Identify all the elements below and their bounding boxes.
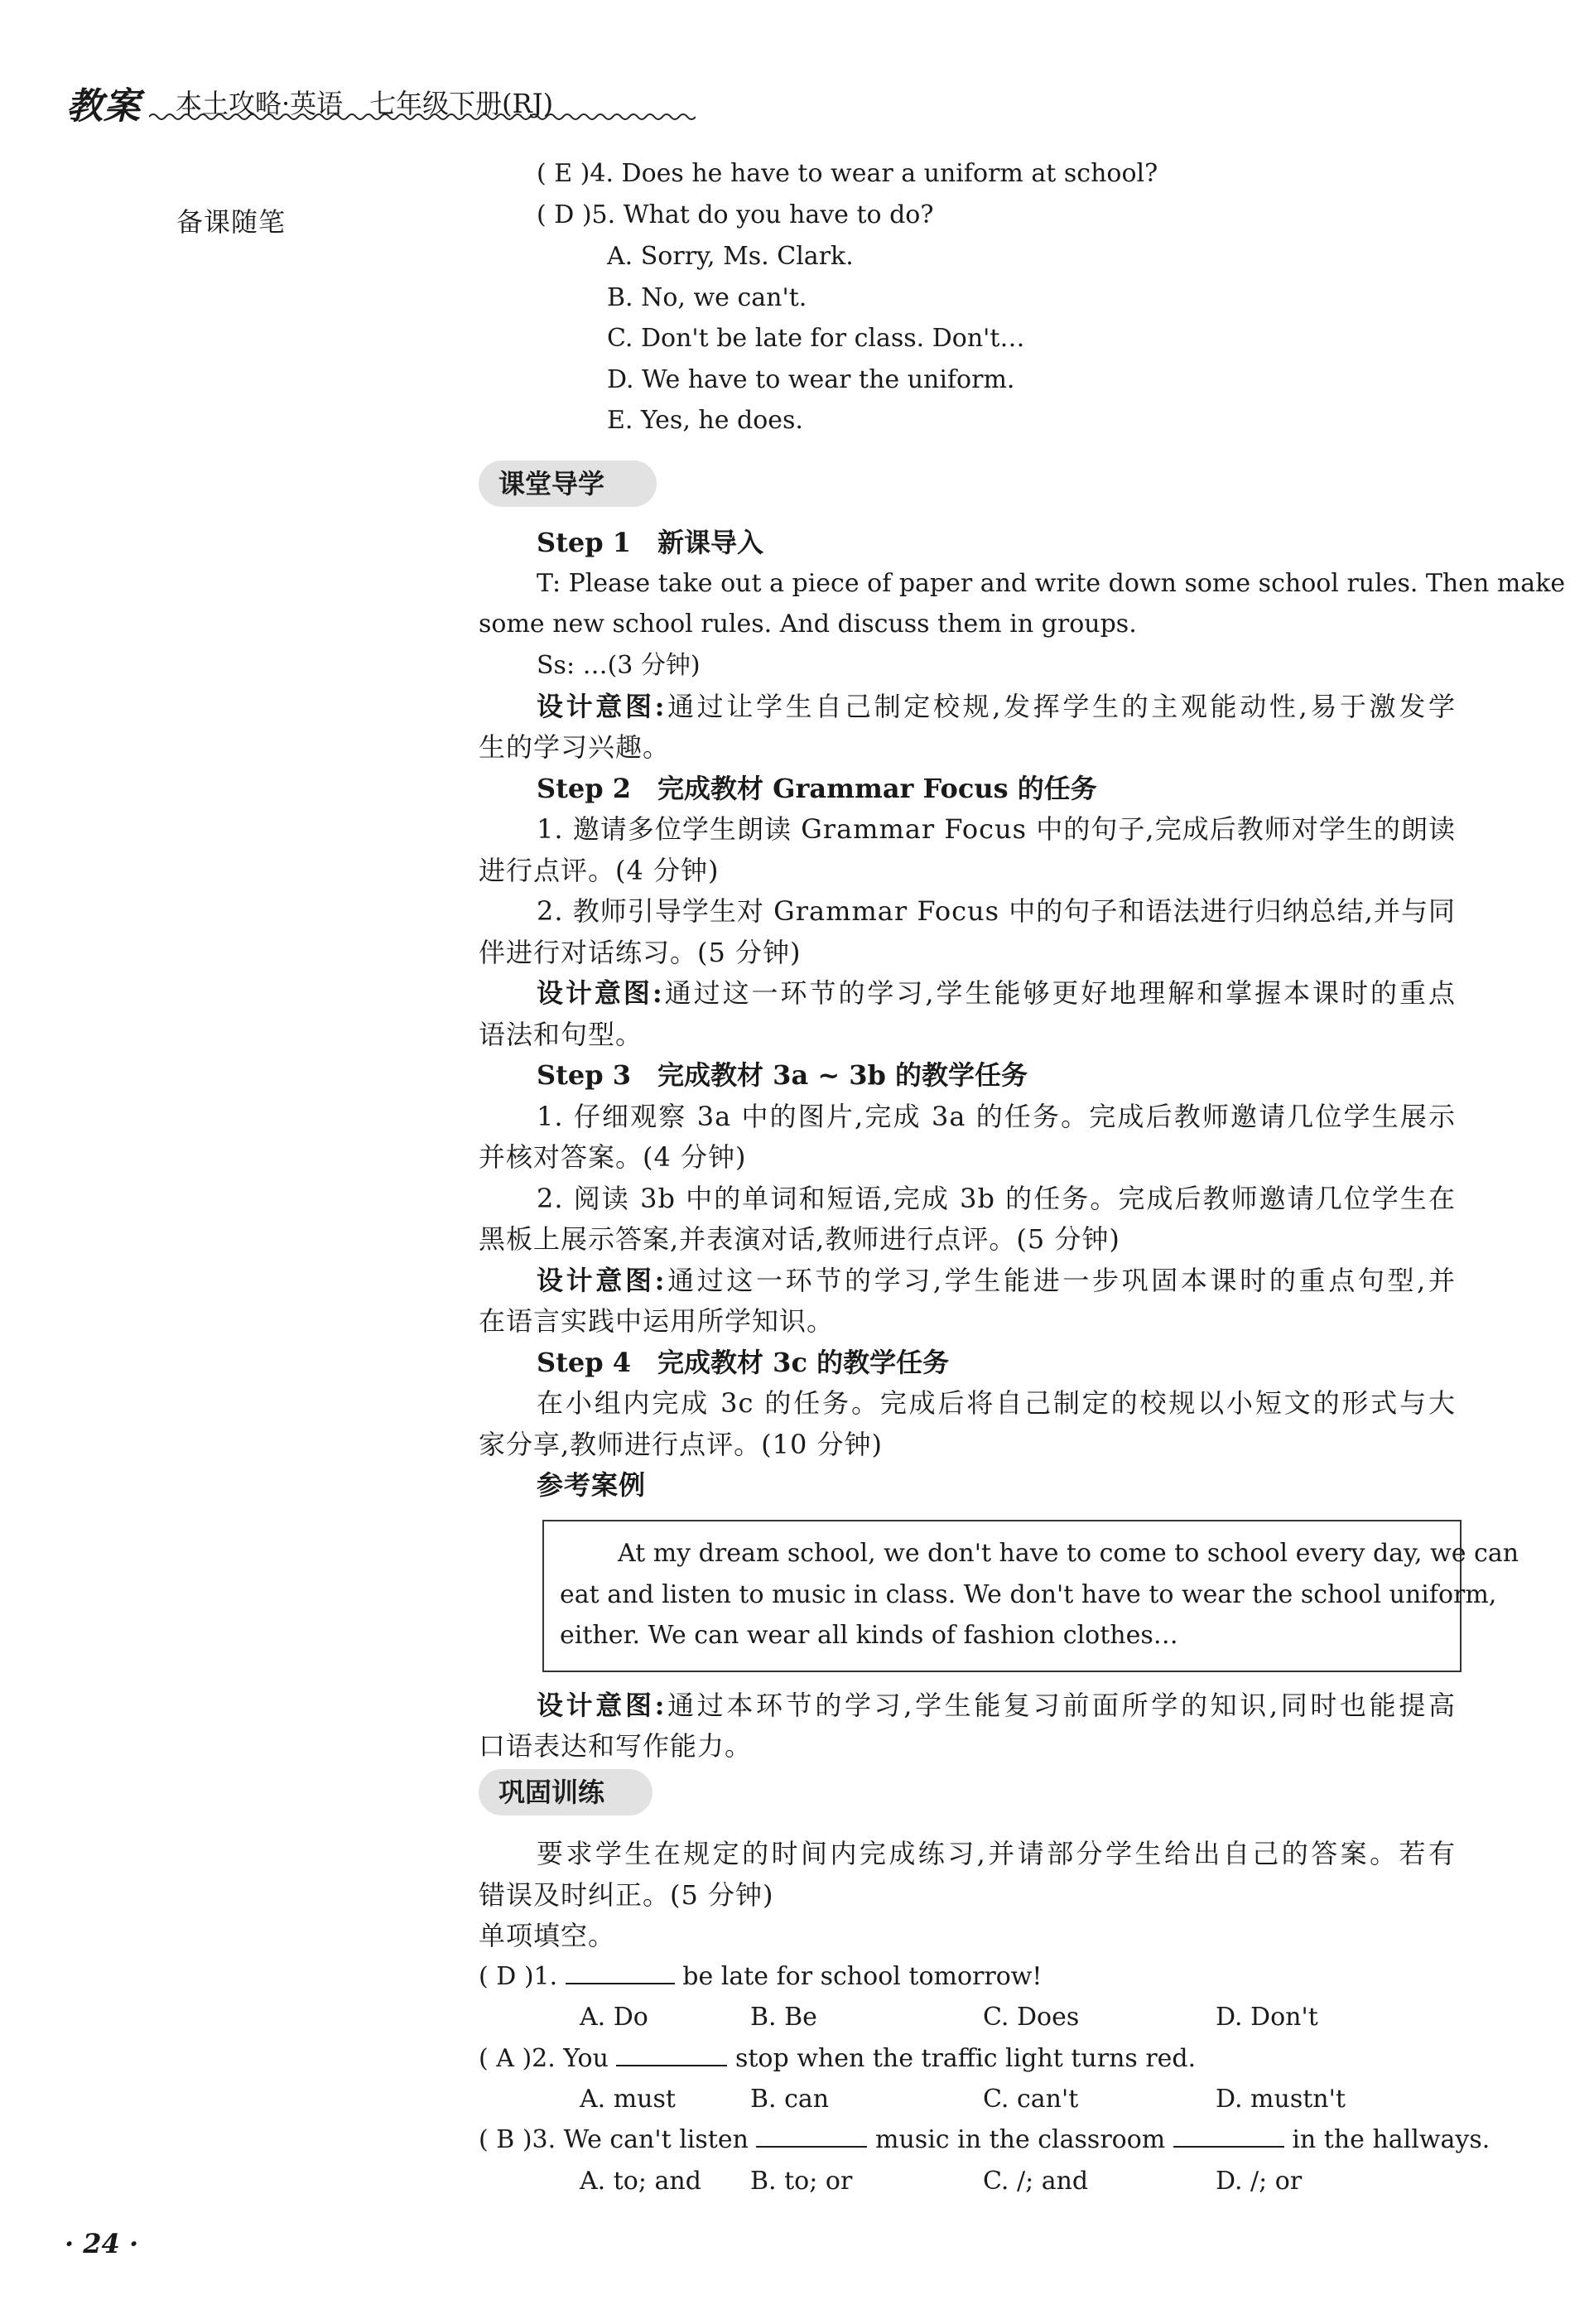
step1-title: Step 1 新课导入 bbox=[537, 527, 764, 558]
intent-label: 设计意图: bbox=[537, 1265, 666, 1296]
step3-title: Step 3 完成教材 3a ~ 3b 的教学任务 bbox=[537, 1059, 1028, 1091]
practice-sub: 单项填空。 bbox=[479, 1920, 616, 1951]
sidebar-note: 备课随笔 bbox=[176, 206, 287, 238]
reference-line2: eat and listen to music in class. We don't have to wear the school uniform, bbox=[560, 1580, 1497, 1609]
quiz-q3-rest: in the hallways. bbox=[1292, 2125, 1490, 2154]
practice-line2: 错误及时纠正。(5 分钟) bbox=[479, 1879, 774, 1911]
practice-line1: 要求学生在规定的时间内完成练习,并请部分学生给出自己的答案。若有 bbox=[537, 1838, 1456, 1869]
step4-title: Step 4 完成教材 3c 的教学任务 bbox=[537, 1347, 950, 1378]
quiz-q2 bbox=[479, 2042, 1196, 2076]
option-c: C. Don't be late for class. Don't… bbox=[607, 324, 1025, 353]
option-b: B. No, we can't. bbox=[607, 283, 807, 312]
step2-intent-line2: 语法和句型。 bbox=[479, 1019, 643, 1050]
quiz-q1-option-a: A. Do bbox=[580, 2003, 648, 2032]
step3-p1-line2: 并核对答案。(4 分钟) bbox=[479, 1141, 747, 1173]
intent-label: 设计意图: bbox=[537, 691, 666, 722]
exercise-q5: ( D )5. What do you have to do? bbox=[537, 200, 934, 229]
step2-title: Step 2 完成教材 Grammar Focus 的任务 bbox=[537, 773, 1097, 804]
step4-p1-line1: 在小组内完成 3c 的任务。完成后将自己制定的校规以小短文的形式与大 bbox=[537, 1387, 1456, 1419]
step1-students: Ss: …(3 分钟) bbox=[537, 651, 701, 680]
intent-text: 通过让学生自己制定校规,发挥学生的主观能动性,易于激发学 bbox=[665, 691, 1456, 722]
brand-logo: 教案 bbox=[66, 85, 141, 128]
quiz-q1 bbox=[479, 1960, 1043, 1994]
page-number: · 24 · bbox=[65, 2228, 139, 2259]
answer-blank bbox=[756, 2124, 867, 2148]
quiz-q3-option-b: B. to; or bbox=[750, 2167, 853, 2196]
quiz-q3-option-a: A. to; and bbox=[580, 2167, 701, 2196]
step3-intent-line2: 在语言实践中运用所学知识。 bbox=[479, 1305, 835, 1337]
reference-line3: either. We can wear all kinds of fashion clothes… bbox=[560, 1621, 1178, 1650]
quiz-q3-prefix: ( B )3. We can't listen bbox=[479, 2125, 749, 2154]
exercise-q4: ( E )4. Does he have to wear a uniform at school? bbox=[537, 159, 1158, 188]
answer-blank bbox=[566, 1961, 675, 1984]
step1-teacher-line2: some new school rules. And discuss them in groups. bbox=[479, 610, 1137, 639]
quiz-q2-option-b: B. can bbox=[750, 2085, 830, 2114]
option-e: E. Yes, he does. bbox=[607, 406, 803, 435]
intent-text: 通过本环节的学习,学生能复习前面所学的知识,同时也能提高 bbox=[665, 1690, 1456, 1721]
quiz-q1-option-d: D. Don't bbox=[1216, 2003, 1318, 2032]
quiz-q2-option-a: A. must bbox=[580, 2085, 676, 2114]
step3-p1-line1: 1. 仔细观察 3a 中的图片,完成 3a 的任务。完成后教师邀请几位学生展示 bbox=[537, 1101, 1456, 1132]
step2-p2-line2: 伴进行对话练习。(5 分钟) bbox=[479, 937, 802, 968]
step2-p1-line1: 1. 邀请多位学生朗读 Grammar Focus 中的句子,完成后教师对学生的朗读 bbox=[537, 813, 1456, 845]
quiz-q3-mid: music in the classroom bbox=[875, 2125, 1166, 2154]
answer-blank bbox=[1173, 2124, 1284, 2148]
step4-intent-line2: 口语表达和写作能力。 bbox=[479, 1730, 753, 1762]
step2-p2-line1: 2. 教师引导学生对 Grammar Focus 中的句子和语法进行归纳总结,并与同 bbox=[537, 895, 1456, 927]
reference-line1: At my dream school, we don't have to come to school every day, we can bbox=[618, 1539, 1519, 1568]
quiz-q2-option-d: D. mustn't bbox=[1216, 2085, 1346, 2114]
step3-intent-line1 bbox=[537, 1264, 1456, 1297]
quiz-q2-option-c: C. can't bbox=[983, 2085, 1079, 2114]
quiz-q1-option-b: B. Be bbox=[750, 2003, 817, 2032]
page-header bbox=[66, 76, 712, 126]
book-title: 本土攻略·英语 七年级下册(RJ) bbox=[176, 88, 554, 119]
step1-intent-line2: 生的学习兴趣。 bbox=[479, 731, 671, 763]
section-title-practice: 巩固训练 bbox=[479, 1769, 653, 1815]
step3-p2-line2: 黑板上展示答案,并表演对话,教师进行点评。(5 分钟) bbox=[479, 1223, 1120, 1255]
intent-label: 设计意图: bbox=[537, 977, 663, 1009]
quiz-q3 bbox=[479, 2124, 1490, 2157]
intent-text: 通过这一环节的学习,学生能进一步巩固本课时的重点句型,并 bbox=[665, 1265, 1456, 1296]
option-d: D. We have to wear the uniform. bbox=[607, 365, 1015, 394]
quiz-q1-rest: be late for school tomorrow! bbox=[682, 1962, 1043, 1991]
quiz-q2-rest: stop when the traffic light turns red. bbox=[734, 2044, 1197, 2073]
quiz-q2-prefix: ( A )2. You bbox=[479, 2044, 609, 2073]
step4-p1-line2: 家分享,教师进行点评。(10 分钟) bbox=[479, 1429, 884, 1460]
wavy-underline bbox=[149, 111, 696, 123]
step2-intent-line1 bbox=[537, 976, 1456, 1010]
quiz-q3-option-d: D. /; or bbox=[1216, 2167, 1303, 2196]
step2-p1-line2: 进行点评。(4 分钟) bbox=[479, 855, 720, 886]
section-title-classroom: 课堂导学 bbox=[479, 460, 657, 507]
step1-teacher-line1: T: Please take out a piece of paper and write down some school rules. Then make bbox=[537, 569, 1566, 598]
option-a: A. Sorry, Ms. Clark. bbox=[607, 242, 854, 271]
intent-label: 设计意图: bbox=[537, 1690, 666, 1721]
step3-p2-line1: 2. 阅读 3b 中的单词和短语,完成 3b 的任务。完成后教师邀请几位学生在 bbox=[537, 1183, 1456, 1214]
intent-text: 通过这一环节的学习,学生能够更好地理解和掌握本课时的重点 bbox=[662, 977, 1456, 1009]
step1-intent-line1 bbox=[537, 690, 1456, 723]
quiz-q1-option-c: C. Does bbox=[983, 2003, 1080, 2032]
answer-blank bbox=[616, 2043, 727, 2066]
step4-intent-line1 bbox=[537, 1689, 1456, 1722]
quiz-q1-prefix: ( D )1. bbox=[479, 1962, 558, 1991]
quiz-q3-option-c: C. /; and bbox=[983, 2167, 1089, 2196]
reference-title: 参考案例 bbox=[537, 1469, 647, 1501]
